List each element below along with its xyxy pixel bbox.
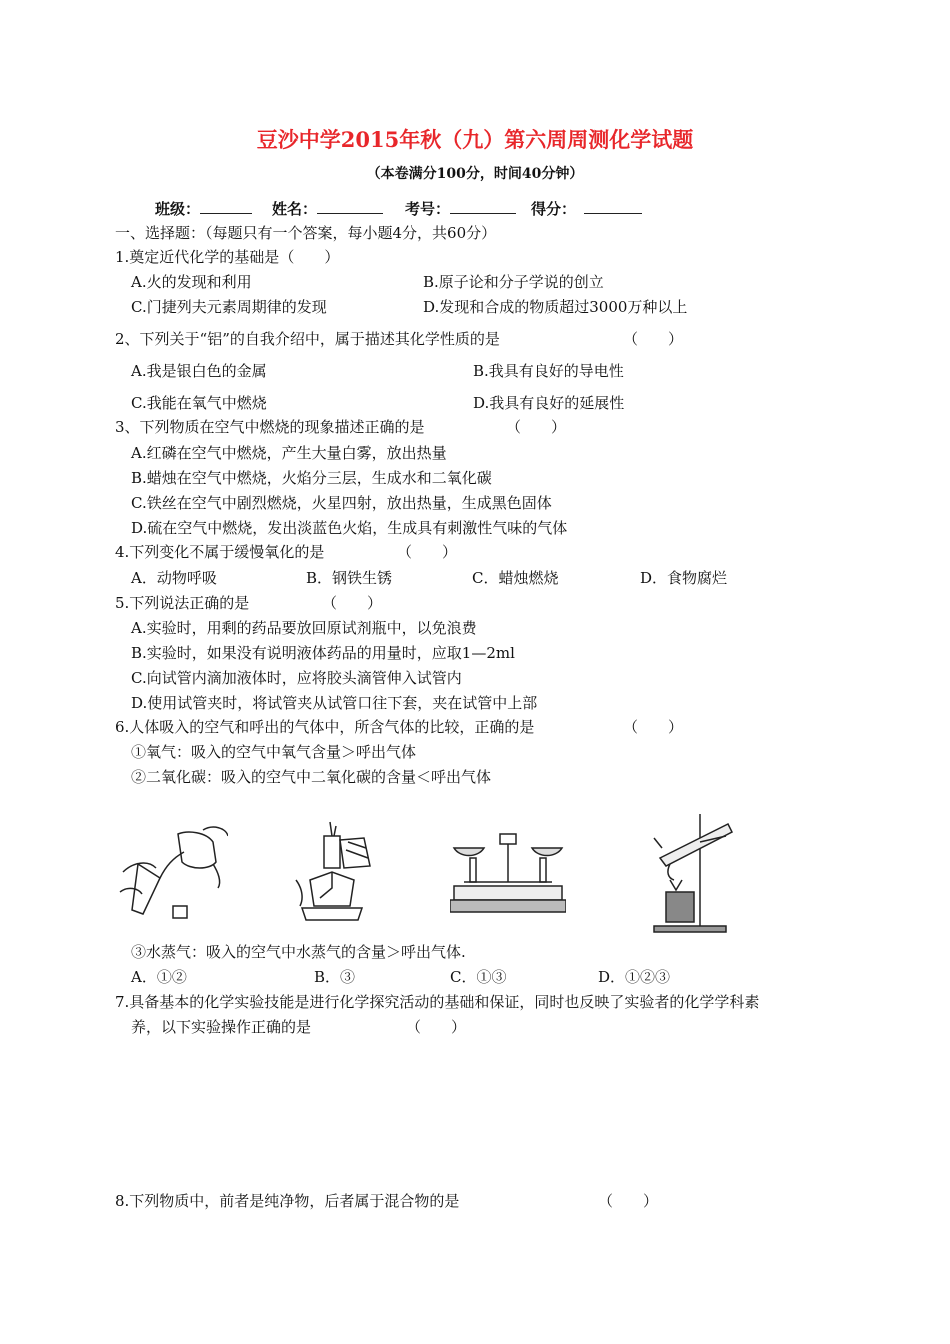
q3-stem: 3、下列物质在空气中燃烧的现象描述正确的是 — [115, 418, 425, 436]
heating-test-tube-illustration — [640, 808, 740, 934]
q5-option-a[interactable]: A.实验时，用剩的药品要放回原试剂瓶中，以免浪费 — [131, 619, 477, 637]
q2-stem: 2、下列关于“铝”的自我介绍中，属于描述其化学性质的是 — [115, 330, 500, 348]
q5-option-d[interactable]: D.使用试管夹时，将试管夹从试管口往下套，夹在试管中上部 — [131, 694, 538, 712]
q2-option-b[interactable]: B.我具有良好的导电性 — [473, 362, 624, 380]
q6-option-b[interactable]: B．③ — [314, 968, 356, 986]
q6-item-2: ②二氧化碳：吸入的空气中二氧化碳的含量＜呼出气体 — [131, 768, 492, 786]
exam-no-field — [405, 198, 516, 219]
q4-option-a[interactable]: A．动物呼吸 — [131, 569, 217, 587]
q6-item-3: ③水蒸气：吸入的空气中水蒸气的含量＞呼出气体. — [131, 943, 466, 961]
section-heading: 一、选择题：（每题只有一个答案，每小题4分，共60分） — [115, 224, 497, 242]
score-field — [531, 198, 642, 219]
q3-option-c[interactable]: C.铁丝在空气中剧烈燃烧，火星四射，放出热量，生成黑色固体 — [131, 494, 552, 512]
pouring-liquid-illustration — [118, 822, 228, 922]
score-label: 得分： — [531, 200, 577, 218]
q5-option-b[interactable]: B.实验时，如果没有说明液体药品的用量时，应取1—2ml — [131, 644, 515, 662]
q7-answer-paren[interactable]: （ ） — [406, 1018, 467, 1036]
q4-option-d[interactable]: D．食物腐烂 — [640, 569, 728, 587]
q4-option-c[interactable]: C．蜡烛燃烧 — [472, 569, 559, 587]
q4-option-b[interactable]: B．钢铁生锈 — [306, 569, 393, 587]
class-field — [155, 198, 252, 219]
score-blank[interactable] — [584, 199, 642, 214]
q4-stem: 4.下列变化不属于缓慢氧化的是 — [115, 543, 325, 561]
name-blank[interactable] — [317, 199, 383, 214]
q3-option-d[interactable]: D.硫在空气中燃烧，发出淡蓝色火焰，生成具有刺激性气味的气体 — [131, 519, 568, 537]
q6-answer-paren[interactable]: （ ） — [623, 718, 684, 736]
q3-answer-paren[interactable]: （ ） — [506, 418, 567, 436]
q5-option-c[interactable]: C.向试管内滴加液体时，应将胶头滴管伸入试管内 — [131, 669, 462, 687]
q1-option-c[interactable]: C.门捷列夫元素周期律的发现 — [131, 298, 327, 316]
q2-option-c[interactable]: C.我能在氧气中燃烧 — [131, 394, 267, 412]
q6-stem: 6.人体吸入的空气和呼出的气体中，所含气体的比较，正确的是 — [115, 718, 535, 736]
exam-no-label: 考号： — [405, 200, 451, 218]
page-subtitle: （本卷满分100分，时间40分钟） — [366, 166, 584, 182]
class-label: 班级： — [155, 200, 201, 218]
balance-scale-illustration — [450, 828, 566, 916]
q5-answer-paren[interactable]: （ ） — [322, 594, 383, 612]
q1-option-d[interactable]: D.发现和合成的物质超过3000万种以上 — [423, 298, 688, 316]
name-label: 姓名： — [272, 200, 318, 218]
q2-option-d[interactable]: D.我具有良好的延展性 — [473, 394, 625, 412]
q8-answer-paren[interactable]: （ ） — [598, 1192, 659, 1210]
q6-option-d[interactable]: D．①②③ — [598, 968, 671, 986]
alcohol-lamp-illustration — [292, 818, 392, 928]
q5-stem: 5.下列说法正确的是 — [115, 594, 250, 612]
page-title: 豆沙中学2015年秋（九）第六周周测化学试题 — [256, 127, 694, 152]
q3-option-b[interactable]: B.蜡烛在空气中燃烧，火焰分三层，生成水和二氧化碳 — [131, 469, 492, 487]
q4-answer-paren[interactable]: （ ） — [397, 543, 458, 561]
q6-item-1: ①氧气：吸入的空气中氧气含量＞呼出气体 — [131, 743, 417, 761]
class-blank[interactable] — [200, 199, 252, 214]
q3-option-a[interactable]: A.红磷在空气中燃烧，产生大量白雾，放出热量 — [131, 444, 447, 462]
q8-stem: 8.下列物质中，前者是纯净物，后者属于混合物的是 — [115, 1192, 460, 1210]
exam-no-blank[interactable] — [450, 199, 516, 214]
q1-option-a[interactable]: A.火的发现和利用 — [131, 273, 252, 291]
q2-answer-paren[interactable]: （ ） — [623, 330, 684, 348]
q7-stem-line2: 养，以下实验操作正确的是 — [131, 1018, 312, 1036]
q6-option-a[interactable]: A．①② — [131, 968, 187, 986]
q1-stem: 1.奠定近代化学的基础是（ ） — [115, 248, 340, 266]
q7-stem-line1: 7.具备基本的化学实验技能是进行化学探究活动的基础和保证，同时也反映了实验者的化学学科素 — [115, 993, 760, 1011]
q2-option-a[interactable]: A.我是银白色的金属 — [131, 362, 267, 380]
q6-option-c[interactable]: C．①③ — [450, 968, 507, 986]
name-field — [272, 198, 383, 219]
q1-option-b[interactable]: B.原子论和分子学说的创立 — [423, 273, 604, 291]
